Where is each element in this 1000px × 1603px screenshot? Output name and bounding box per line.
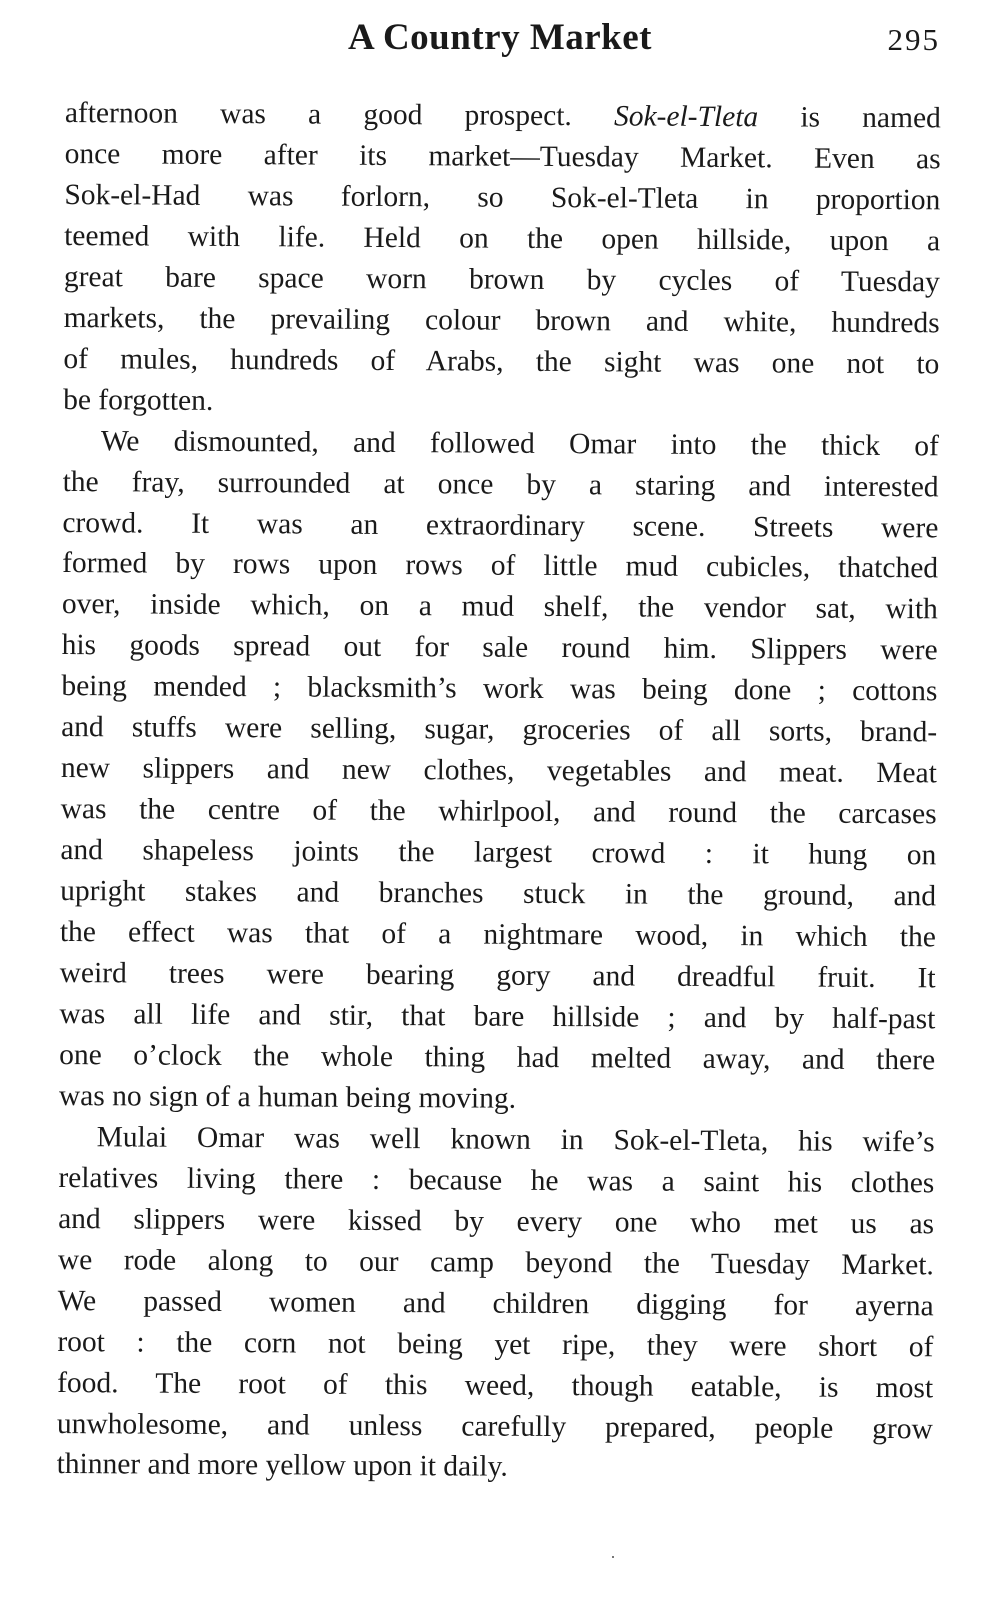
text-run: was the centre of the whirlpool, and round the carcases [60,793,937,831]
text-run: and slippers were kissed by every one who met us as [58,1202,935,1241]
text-line [59,1035,935,1081]
text-run: relatives living there : because he was a saint his clothes [58,1161,935,1200]
text-line [65,93,941,139]
text-line [61,666,937,712]
text-run: markets, the prevailing colour brown and white, hundreds [63,301,940,340]
text-line [58,1240,934,1286]
text-run: food. The root of this weed, though eatable, is most [57,1366,934,1404]
text-run: unwholesome, and unless carefully prepared, people grow [56,1407,933,1445]
text-run: great bare space worn brown by cycles of Tuesday [63,260,940,299]
text-line [59,1076,935,1122]
body-text [56,93,940,1491]
text-line [64,134,940,180]
text-line [57,1363,933,1409]
text-line [62,462,938,508]
text-run: afternoon was a good prospect. [64,96,615,133]
text-run: once more after its market—Tuesday Market. Even as [64,137,941,176]
text-run: crowd. It was an extraordinary scene. Streets were [62,506,939,544]
paper-speck [612,1556,614,1558]
text-run: the effect was that of a nightmare wood, in which the [59,916,936,954]
text-line [63,380,939,426]
text-run: and shapeless joints the largest crowd : it hung on [60,834,937,872]
text-run: We passed women and children digging for ayerna [57,1284,934,1322]
text-line [62,584,938,630]
text-line [58,1117,934,1163]
text-line [56,1444,932,1490]
text-run: we rode along to our camp beyond the Tuesday Market. [57,1243,934,1282]
text-run: the fray, surrounded at once by a staring and interested [62,465,939,503]
text-line [63,339,939,385]
text-line [62,543,938,589]
text-run: his goods spread out for sale round him. Slippers were [61,629,938,667]
text-line [59,953,935,999]
text-line [60,830,936,876]
text-run: and stuffs were selling, sugar, groceries of all sorts, brand- [61,711,938,749]
text-run: one o’clock the whole thing had melted away, and there [59,1038,936,1077]
running-head [0,12,1000,72]
text-run: being mended ; blacksmith’s work was being done ; cottons [61,670,938,708]
page-number: 295 [887,22,940,57]
text-run: teemed with life. Held on the open hillside, upon a [64,219,941,258]
text-line [59,994,935,1040]
text-run: root : the corn not being yet ripe, they were short of [57,1325,934,1363]
text-run: new slippers and new clothes, vegetables and meat. Meat [60,752,937,790]
text-run: over, inside which, on a mud shelf, the vendor sat, with [61,588,938,626]
text-line [63,421,939,467]
text-run: of mules, hundreds of Arabs, the sight was one not to [63,342,940,381]
text-run: is named [758,101,941,135]
text-run: formed by rows upon rows of little mud cubicles, thatched [62,547,939,585]
text-line [64,175,940,221]
text-run: be forgotten. [63,383,214,417]
italic-place-name: Sok-el-Tleta [613,100,759,134]
text-line [60,912,936,958]
paragraph [56,1117,934,1491]
paragraph [59,421,939,1123]
text-run: We dismounted, and followed Omar into the thick of [100,424,939,462]
text-run: weird trees were bearing gory and dreadful fruit. It [59,956,936,995]
text-line [64,216,940,262]
text-line [63,298,939,344]
text-run: Sok-el-Had was forlorn, so Sok-el-Tleta in proportion [64,178,941,217]
text-line [57,1281,933,1327]
text-run: thinner and more yellow upon it daily. [56,1448,508,1484]
running-title: A Country Market [348,17,652,58]
text-line [57,1403,933,1449]
text-line [62,503,938,549]
text-line [61,625,937,671]
text-line [61,748,937,794]
text-run: upright stakes and branches stuck in the ground, and [60,875,937,913]
text-run: was all life and stir, that bare hillside ; and by half-past [59,997,936,1036]
text-line [61,707,937,753]
text-line [58,1199,934,1245]
text-line [58,1158,934,1204]
text-run: was no sign of a human being moving. [58,1079,517,1115]
text-line [57,1322,933,1368]
text-line [60,789,936,835]
text-line [64,257,940,303]
text-line [60,871,936,917]
paragraph [63,93,941,426]
text-run: Mulai Omar was well known in Sok-el-Tleta, his wife’s [96,1121,935,1159]
